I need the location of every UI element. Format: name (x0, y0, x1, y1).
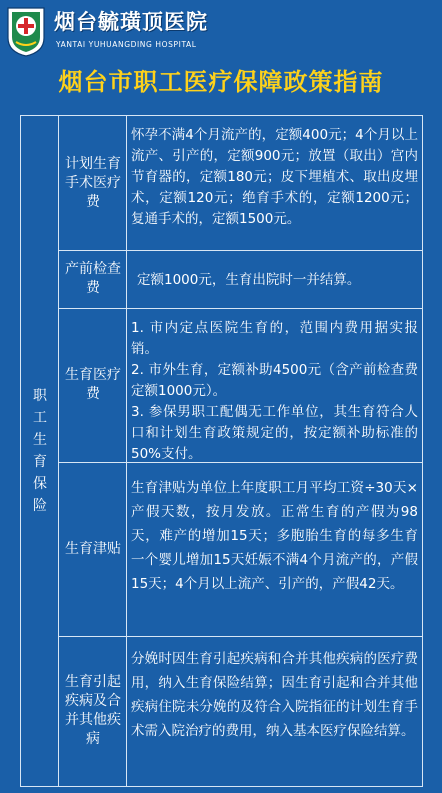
hospital-header (0, 0, 442, 62)
row-content-family-planning-surgery: 怀孕不满4个月流产的，定额400元；4个月以上流产、引产的，定额900元；放置（取出）宫内节育器的，定额180元；皮下埋植术、取出皮埋术，定额120元；绝育手术的，定额1200元；复通手术的，定额1500元。 (131, 127, 418, 227)
category-label: 职工生育保险 (33, 388, 47, 514)
row-label-prenatal-checkup: 产前检查费 (65, 261, 121, 296)
page-title: 烟台市职工医疗保障政策指南 (58, 68, 384, 96)
row-content-maternity-allowance: 生育津贴为单位上年度职工月平均工资÷30天×产假天数，按月发放。正常生育的产假为98天，难产的增加15天；多胞胎生育的每多生育一个婴儿增加15天妊娠不满4个月流产的，产假15天；4个月以上流产、引产的，产假42天。 (131, 480, 418, 592)
row-content-complications: 分娩时因生育引起疾病和合并其他疾病的医疗费用，纳入生育保险结算；因生育引起和合并其他疾病住院未分娩的及符合入院指征的计划生育手术需入院治疗的费用，纳入基本医疗保险结算。 (131, 651, 418, 739)
row-label-family-planning-surgery: 计划生育手术医疗费 (65, 155, 121, 210)
row-label-maternity-allowance: 生育津贴 (65, 540, 121, 557)
hospital-name: 烟台毓璜顶医院 (54, 9, 208, 34)
hospital-emblem-icon (4, 4, 48, 58)
row-label-maternity-medical: 生育医疗费 (65, 367, 121, 402)
policy-table (20, 115, 423, 787)
row-label-complications: 生育引起疾病及合并其他疾病 (65, 674, 121, 747)
hospital-name-english: YANTAI YUHUANGDING HOSPITAL (56, 40, 197, 49)
row-content-prenatal-checkup: 定额1000元，生育出院时一并结算。 (137, 272, 361, 288)
row-content-maternity-medical: 1. 市内定点医院生育的，范围内费用据实报销。 2. 市外生育，定额补助4500元（含产前检查费定额1000元）。 3. 参保男职工配偶无工作单位，其生育符合人口和计划生育政策规定的，按定额补助标准的50%支付。 (131, 320, 418, 462)
